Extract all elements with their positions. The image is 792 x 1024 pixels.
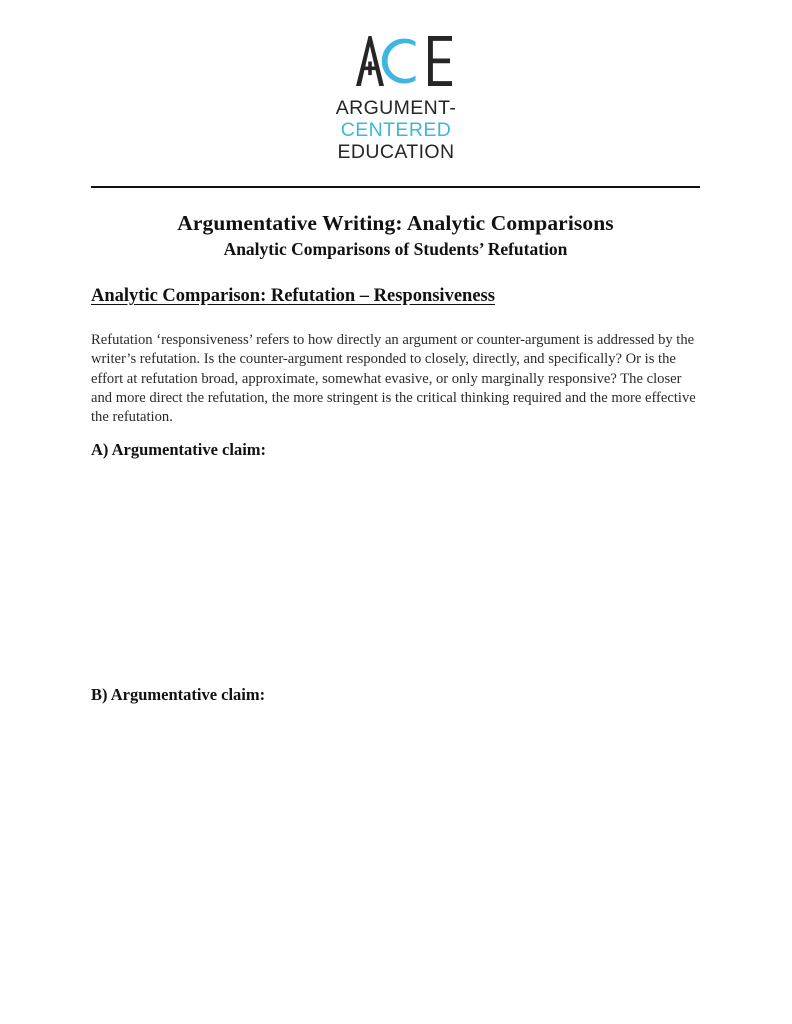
logo-inner [336, 28, 457, 163]
logo-line-education: EDUCATION [337, 140, 455, 163]
logo-line-centered: CENTERED [340, 118, 452, 141]
answer-area-a[interactable] [91, 468, 698, 678]
page-title: Argumentative Writing: Analytic Comparisons [177, 211, 614, 235]
answer-area-b[interactable] [91, 713, 698, 1003]
ace-wordmark-icon [336, 28, 456, 90]
page-subtitle: Analytic Comparisons of Students’ Refutation [223, 239, 568, 259]
ace-logo [0, 28, 792, 163]
section-heading: Analytic Comparison: Refutation – Responsiveness [91, 286, 495, 306]
logo-line-argument: ARGUMENT- [335, 97, 457, 119]
header-divider [91, 186, 700, 188]
prompt-a-argumentative-claim: A) Argumentative claim: [91, 440, 267, 459]
logo-wordmark-text [336, 98, 457, 163]
body-paragraph: Refutation ‘responsiveness’ refers to how directly an argument or counter-argument is addressed by the writer’s refutation. Is the counter-argument responded to closely, directly, and specifically? Or is the effort at refutation broad, approximate, somewhat evasive, or only marginally responsive? The closer and more direct the refutation, the more stringent is the critical thinking required and the more effective the refutation. [91, 332, 696, 426]
prompt-b-argumentative-claim: B) Argumentative claim: [91, 685, 266, 704]
